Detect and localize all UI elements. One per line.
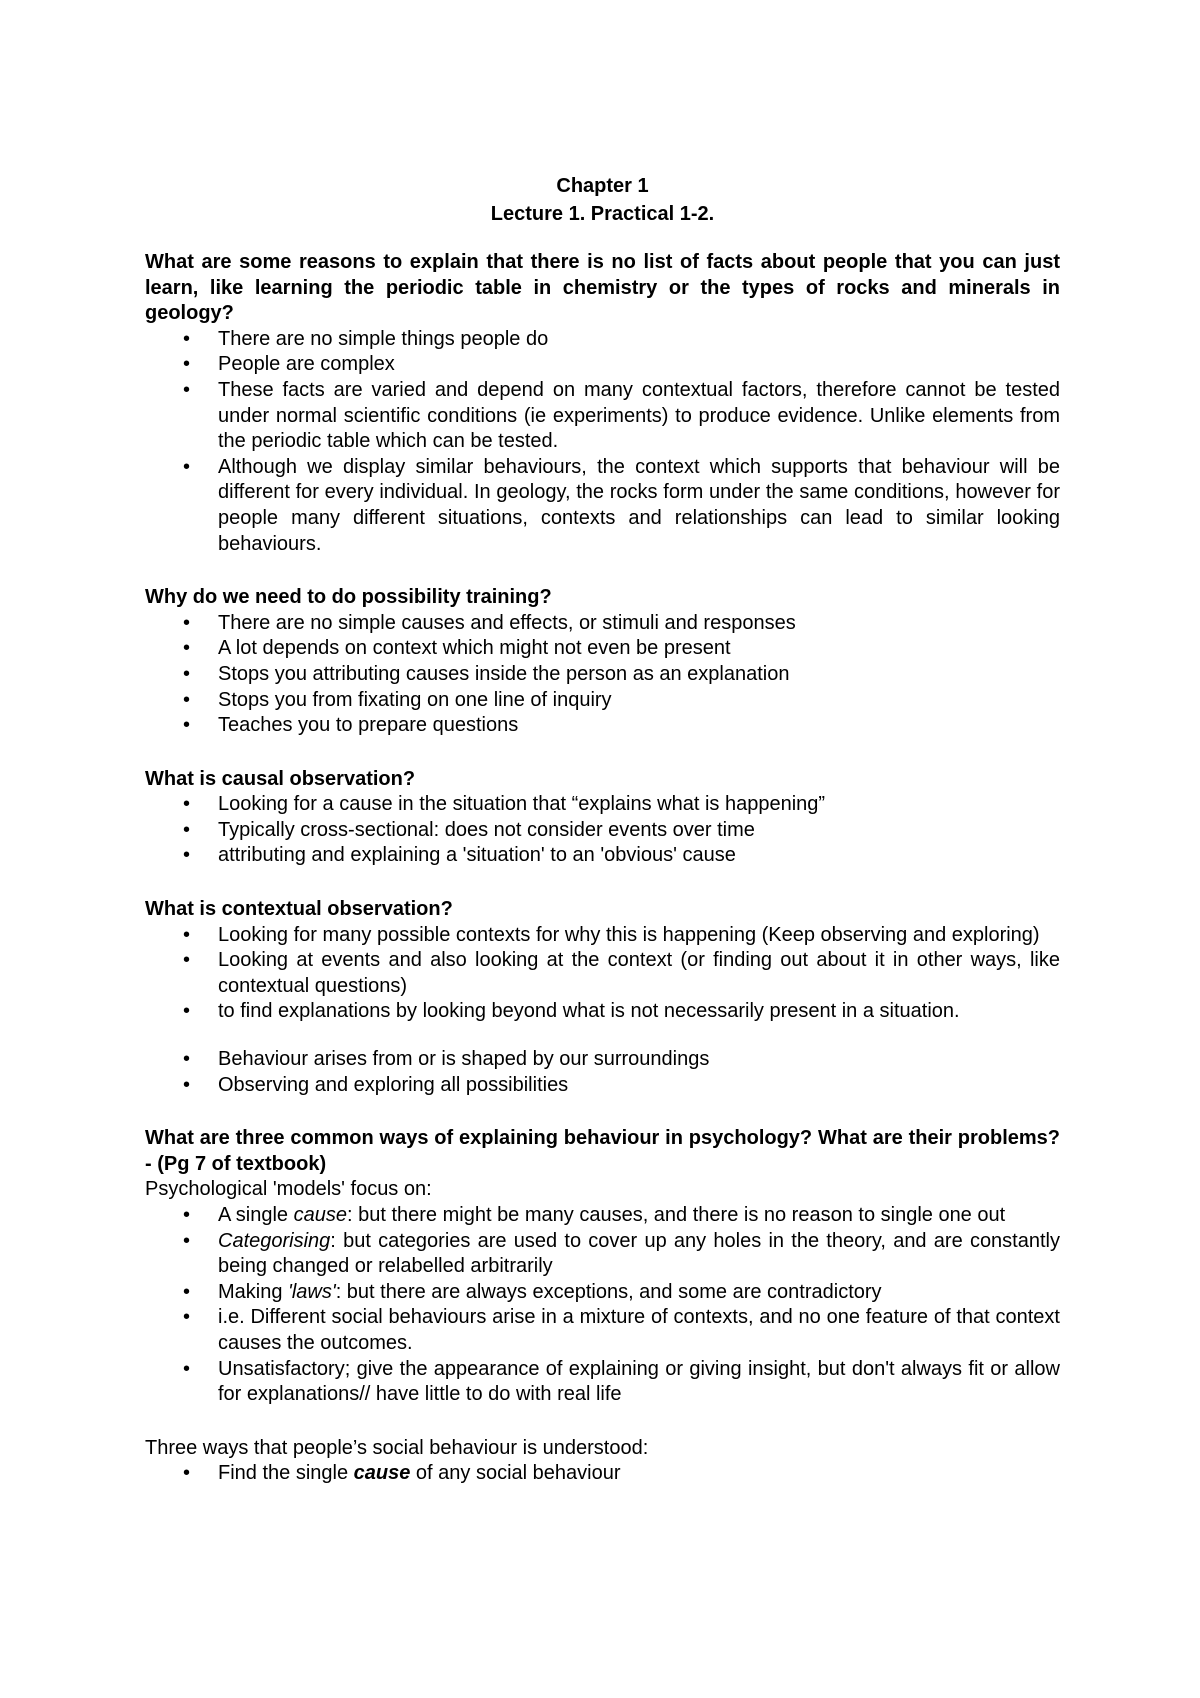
- list-item: • attributing and explaining a 'situation' to an 'obvious' cause: [145, 843, 1060, 869]
- bullet-icon: •: [183, 378, 191, 401]
- list-item: • to find explanations by looking beyond what is not necessarily present in a situation.: [145, 999, 1060, 1025]
- bullet-list-facts: [145, 327, 1060, 557]
- bullet-icon: •: [183, 1462, 191, 1485]
- list-item: • Stops you attributing causes inside the person as an explanation: [145, 662, 1060, 688]
- bullet-icon: •: [183, 611, 191, 634]
- lecture-subtitle: Lecture 1. Practical 1-2.: [490, 203, 715, 225]
- bullet-icon: •: [183, 1000, 191, 1023]
- bullet-icon: •: [183, 1280, 191, 1303]
- bullet-icon: •: [183, 1073, 191, 1096]
- bullet-list-contextual-observation-extra: [145, 1047, 1060, 1098]
- list-item: • Typically cross-sectional: does not consider events over time: [145, 818, 1060, 844]
- list-item: • Making 'laws': but there are always exceptions, and some are contradictory: [145, 1280, 1060, 1306]
- bullet-icon: •: [183, 1357, 191, 1380]
- bullet-icon: •: [183, 949, 191, 972]
- chapter-title: Chapter 1: [556, 175, 649, 197]
- bullet-icon: •: [183, 327, 191, 350]
- bullet-icon: •: [183, 353, 191, 376]
- list-item: • Categorising: but categories are used to cover up any holes in the theory, and are constantly being changed or relabelled arbitrarily: [183, 1229, 1060, 1278]
- list-item: • Looking at events and also looking at the context (or finding out about it in other ways, like contextual questions): [183, 949, 1060, 997]
- bullet-icon: •: [183, 637, 191, 660]
- list-item: • A lot depends on context which might not even be present: [145, 636, 1060, 662]
- bullet-list-contextual-observation: [145, 923, 1060, 1025]
- bullet-icon: •: [183, 1229, 191, 1252]
- list-item: • These facts are varied and depend on many contextual factors, therefore cannot be tested under normal scientific conditions (ie experiments) to produce evidence. Unlike elements from the periodic table which can be tested.: [183, 378, 1060, 453]
- bullet-icon: •: [183, 714, 191, 737]
- list-item: • Although we display similar behaviours, the context which supports that behaviour will be different for every individual. In geology, the rocks form under the same conditions, however for people many different situations, contexts and relationships can lead to similar looking behaviours.: [183, 455, 1060, 555]
- bullet-icon: •: [183, 818, 191, 841]
- bullet-list-causal-observation: [145, 792, 1060, 869]
- list-item: • i.e. Different social behaviours arise in a mixture of contexts, and no one feature of that context causes the outcomes.: [183, 1306, 1060, 1354]
- section-heading-facts: What are some reasons to explain that there is no list of facts about people that you can just learn, like learning the periodic table in chemistry or the types of rocks and minerals in geology?: [145, 251, 1060, 325]
- bullet-icon: •: [183, 1204, 191, 1226]
- list-item: • There are no simple causes and effects, or stimuli and responses: [145, 611, 1060, 637]
- bullet-icon: •: [183, 1048, 191, 1071]
- list-item: • Looking for a cause in the situation that “explains what is happening”: [145, 792, 1060, 818]
- list-item: • Observing and exploring all possibilities: [145, 1073, 1060, 1099]
- list-item: • Looking for many possible contexts for why this is happening (Keep observing and exploring): [145, 923, 1060, 949]
- list-item: • There are no simple things people do: [145, 327, 1060, 353]
- list-item: • Find the single cause of any social behaviour: [145, 1461, 1060, 1487]
- bullet-icon: •: [183, 923, 191, 946]
- bullet-icon: •: [183, 844, 191, 867]
- bullet-list-models: [145, 1203, 1060, 1408]
- models-intro: Psychological 'models' focus on:: [145, 1178, 432, 1201]
- bullet-list-social-behaviour: [145, 1461, 1060, 1487]
- document-content: [145, 172, 1060, 1487]
- bullet-list-possibility-training: [145, 611, 1060, 739]
- bullet-icon: •: [183, 688, 191, 711]
- list-item: • Stops you from fixating on one line of inquiry: [145, 688, 1060, 714]
- section-heading-causal-observation: What is causal observation?: [145, 767, 416, 790]
- list-item: • A single cause: but there might be many causes, and there is no reason to single one out: [145, 1203, 1060, 1229]
- bullet-icon: •: [183, 1306, 191, 1329]
- list-item: • People are complex: [145, 352, 1060, 378]
- section-heading-contextual-observation: What is contextual observation?: [145, 898, 453, 921]
- bullet-icon: •: [183, 455, 191, 478]
- social-behaviour-intro: Three ways that people’s social behaviour is understood:: [145, 1436, 649, 1459]
- bullet-icon: •: [183, 662, 191, 685]
- section-heading-possibility-training: Why do we need to do possibility training?: [145, 586, 552, 609]
- list-item: • Unsatisfactory; give the appearance of explaining or giving insight, but don't always fit or allow for explanations// have little to do with real life: [183, 1357, 1060, 1406]
- section-heading-explaining-behaviour: What are three common ways of explaining behaviour in psychology? What are their problems?- (Pg 7 of textbook): [145, 1127, 1060, 1175]
- list-item: • Teaches you to prepare questions: [145, 713, 1060, 739]
- list-item: • Behaviour arises from or is shaped by our surroundings: [145, 1047, 1060, 1073]
- bullet-icon: •: [183, 793, 191, 816]
